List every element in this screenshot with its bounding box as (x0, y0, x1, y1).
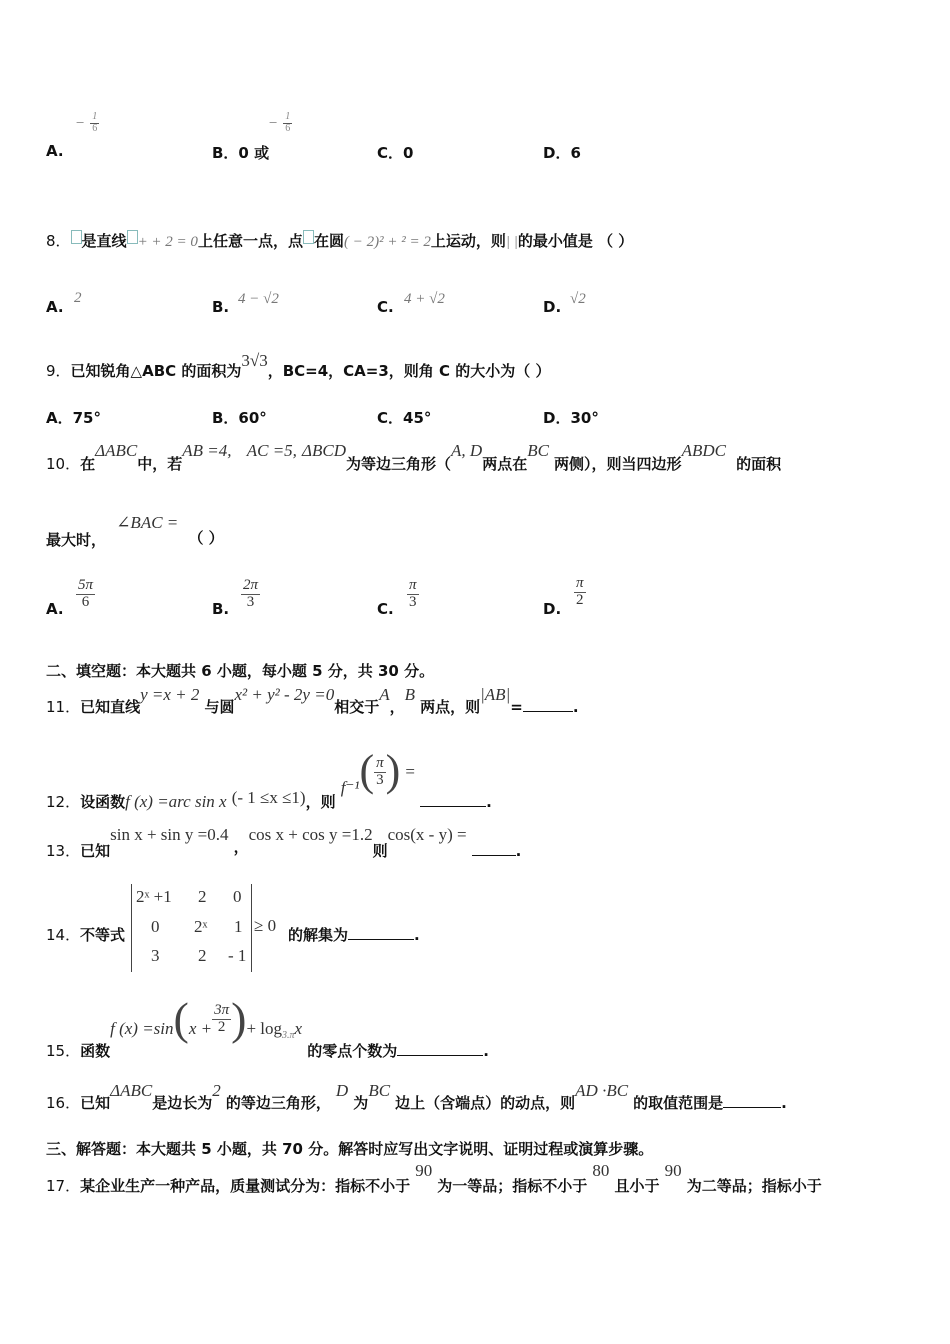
placeholder-box-icon (71, 230, 82, 244)
q8-option-b-value: 4 − √2 (238, 291, 279, 307)
q8-option-c-value: 4 + √2 (404, 291, 445, 307)
answer-blank (723, 1093, 781, 1108)
question-16: 16．已知ΔABC是边长为2 的等边三角形， D 为BC 边上（含端点）的动点，则AD ·BC 的取值范围是 . (46, 1081, 787, 1112)
q8-option-b-label: B. (212, 298, 230, 316)
q7-option-a-value: − $\frac{1}{6}$ (75, 111, 98, 134)
question-9: 9．已知锐角△ABC 的面积为3√3，BC=4，CA=3，则角 C 的大小为（ ） (46, 351, 551, 380)
question-10-line1: 10．在ΔABC中，若AB =4, AC =5, ΔBCD为等边三角形（A, D两点在BC 两侧），则当四边形ABDC 的面积 (46, 441, 782, 473)
answer-blank (348, 925, 414, 940)
q7-option-a-label: A. (46, 142, 64, 160)
q8-option-a-label: A. (46, 298, 64, 316)
q7-option-b-label: B．0 或 (212, 144, 270, 162)
placeholder-box-icon (303, 230, 314, 244)
question-15: 15．函数f (x) =sin(x + $\frac{3\pi}{2}$ )+ $\log_{3.\pi}x$ 的零点个数为 . (46, 993, 489, 1060)
answer-blank (420, 792, 486, 807)
q9-option-b: B．60° (212, 409, 267, 427)
q7-option-c: C．0 (377, 144, 414, 162)
section-3-heading: 三、解答题：本大题共 5 小题，共 70 分。解答时应写出文字说明、证明过程或演算步骤。 (46, 1140, 654, 1158)
q10-option-c-value: $\frac{\pi}{3}$ (409, 577, 417, 610)
q10-option-b-value: $\frac{2\pi}{3}$ (243, 577, 259, 610)
answer-blank (472, 841, 516, 856)
q10-option-a-label: A. (46, 600, 64, 618)
determinant-matrix: 2ˣ +1 2 0 0 2ˣ 1 3 2 - 1 (131, 884, 252, 972)
question-11: 11．已知直线y =x + 2 与圆x² + y² - 2y =0相交于A，B 两点，则|AB|= . (46, 685, 579, 716)
q10-option-c-label: C. (377, 600, 394, 618)
q9-option-d: D．30° (543, 409, 599, 427)
placeholder-box-icon (127, 230, 138, 244)
question-8: 8． 是直线 + + 2 = 0上任意一点，点 在圆( − 2)² + ² = 2上运动，则| |的最小值是 （ ） (46, 232, 634, 250)
q9-option-c: C．45° (377, 409, 432, 427)
q8-option-c-label: C. (377, 298, 394, 316)
q8-option-a-value: 2 (74, 290, 82, 306)
q10-option-d-label: D. (543, 600, 562, 618)
q10-option-b-label: B. (212, 600, 230, 618)
answer-blank (397, 1041, 483, 1056)
section-2-heading: 二、填空题：本大题共 6 小题，每小题 5 分，共 30 分。 (46, 662, 435, 680)
question-12: 12．设函数f (x) =arc sin x (- 1 ≤x ≤1)，则 f⁻¹( $\frac{\pi}{3}$ ) = . (46, 746, 492, 811)
q8-option-d-label: D. (543, 298, 562, 316)
q9-option-a: A．75° (46, 409, 101, 427)
answer-blank (523, 697, 573, 712)
q7-option-d: D．6 (543, 144, 581, 162)
q7-option-b-value: − $\frac{1}{6}$ (268, 111, 291, 134)
q10-option-d-value: $\frac{\pi}{2}$ (576, 575, 584, 608)
q10-option-a-value: $\frac{5\pi}{6}$ (78, 577, 94, 610)
question-10-line2: 最大时， ∠BAC = （ ） (46, 513, 224, 549)
question-13: 13．已知sin x + sin y =0.4 ，cos x + cos y =1.2则cos(x - y) = . (46, 825, 522, 860)
question-17: 17．某企业生产一种产品，质量测试分为：指标不小于 90 为一等品；指标不小于 80 且小于 90 为二等品；指标小于 (46, 1161, 822, 1195)
q8-option-d-value: √2 (570, 291, 586, 307)
